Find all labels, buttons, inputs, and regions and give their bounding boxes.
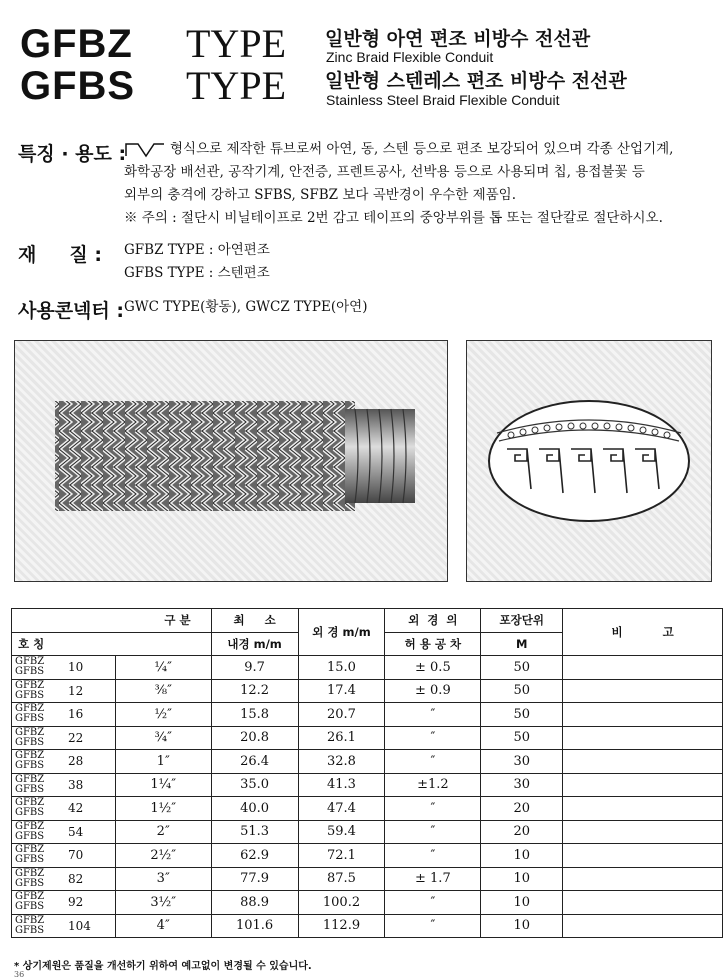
pack-unit-cell: 30 — [481, 750, 563, 774]
code-cell — [12, 820, 116, 844]
remarks-cell — [563, 867, 723, 891]
model-gfbs: GFBS — [15, 901, 45, 913]
table-row — [12, 797, 723, 821]
product-title-en-1: Zinc Braid Flexible Conduit — [326, 49, 494, 65]
remarks-cell — [563, 679, 723, 703]
table-row — [12, 679, 723, 703]
table-header-row-1 — [12, 609, 723, 633]
code-cell — [12, 726, 116, 750]
table-row — [12, 773, 723, 797]
model-gfbz: GFBZ — [15, 820, 45, 832]
features-line-1: 형식으로 제작한 튜브로써 아연, 동, 스텐 등으로 편조 보강되어 있으며 각종 산업기계, — [170, 141, 674, 157]
model-gfbs: GFBS — [15, 689, 45, 701]
model-gfbz: GFBZ — [15, 703, 45, 715]
header-tolerance-2: 허 용 공 차 — [385, 632, 481, 656]
model-gfbs: GFBS — [15, 666, 45, 678]
inner-diameter-cell: 40.0 — [211, 797, 298, 821]
pack-unit-cell: 50 — [481, 656, 563, 680]
material-line-2: GFBS TYPE : 스텐편조 — [124, 265, 270, 281]
footnote: * 상기제원은 품질을 개선하기 위하여 예고없이 변경될 수 있습니다. — [14, 961, 312, 972]
inner-diameter-cell: 26.4 — [211, 750, 298, 774]
size-cell: 1¼″ — [115, 773, 211, 797]
tolerance-cell: ″ — [385, 703, 481, 727]
spec-table — [11, 608, 723, 938]
code-cell — [12, 773, 116, 797]
code-cell — [12, 797, 116, 821]
model-gfbs: GFBS — [15, 783, 45, 795]
remarks-cell — [563, 750, 723, 774]
tolerance-cell: ″ — [385, 820, 481, 844]
tolerance-cell: ″ — [385, 844, 481, 868]
nominal-size-number: 22 — [68, 730, 84, 745]
model-gfbz: GFBZ — [15, 867, 45, 879]
outer-diameter-cell: 59.4 — [298, 820, 385, 844]
outer-diameter-cell: 32.8 — [298, 750, 385, 774]
features-line-2: 화학공장 배선관, 공작기계, 안전증, 프렌트공사, 선박용 등으로 사용되며 칩, 용접불꽃 등 — [124, 164, 645, 180]
type-label-1: TYPE — [186, 21, 286, 66]
table-row — [12, 656, 723, 680]
header-tolerance-1: 외 경 의 — [385, 609, 481, 633]
table-row — [12, 726, 723, 750]
inner-diameter-cell: 20.8 — [211, 726, 298, 750]
profile-shape-icon — [124, 140, 166, 158]
header-min: 최 소 — [211, 609, 298, 633]
code-cell — [12, 750, 116, 774]
model-gfbs: GFBS — [15, 877, 45, 889]
pack-unit-cell: 50 — [481, 726, 563, 750]
type-label-2: TYPE — [186, 63, 286, 108]
outer-diameter-cell: 26.1 — [298, 726, 385, 750]
features-label: 특징 · 용도 : — [18, 143, 127, 165]
nominal-size-number: 38 — [68, 777, 84, 792]
table-row — [12, 820, 723, 844]
page-number: 36 — [14, 970, 25, 979]
table-row — [12, 891, 723, 915]
model-gfbz: GFBZ — [15, 891, 45, 903]
remarks-cell — [563, 797, 723, 821]
remarks-cell — [563, 703, 723, 727]
pack-unit-cell: 50 — [481, 703, 563, 727]
inner-diameter-cell: 9.7 — [211, 656, 298, 680]
nominal-size-number: 10 — [68, 660, 84, 674]
inner-diameter-cell: 15.8 — [211, 703, 298, 727]
outer-diameter-cell: 20.7 — [298, 703, 385, 727]
model-gfbs: GFBS — [15, 807, 45, 819]
inner-diameter-cell: 12.2 — [211, 679, 298, 703]
code-cell — [12, 679, 116, 703]
size-cell: 3″ — [115, 867, 211, 891]
size-cell: 1″ — [115, 750, 211, 774]
header-pack-unit-m: M — [481, 632, 563, 656]
pack-unit-cell: 10 — [481, 844, 563, 868]
model-gfbz: GFBZ — [15, 750, 45, 762]
nominal-size-number: 104 — [68, 918, 91, 933]
material-line-1: GFBZ TYPE : 아연편조 — [124, 242, 270, 258]
code-cell — [12, 867, 116, 891]
model-gfbs: GFBS — [15, 924, 45, 936]
tolerance-cell: ″ — [385, 750, 481, 774]
tolerance-cell: ± 0.5 — [385, 656, 481, 680]
connector-value: GWC TYPE(황동), GWCZ TYPE(아연) — [124, 299, 368, 315]
model-code-gfbz: GFBZ — [20, 22, 133, 66]
table-row — [12, 750, 723, 774]
outer-diameter-cell: 72.1 — [298, 844, 385, 868]
inner-diameter-cell: 62.9 — [211, 844, 298, 868]
nominal-size-number: 82 — [68, 871, 84, 886]
header-gubun: 구 분 — [12, 609, 212, 633]
pack-unit-cell: 10 — [481, 914, 563, 938]
header-hoching: 호 칭 — [12, 632, 212, 656]
inner-diameter-cell: 101.6 — [211, 914, 298, 938]
remarks-cell — [563, 820, 723, 844]
tolerance-cell: ± 1.7 — [385, 867, 481, 891]
pack-unit-cell: 20 — [481, 820, 563, 844]
outer-diameter-cell: 41.3 — [298, 773, 385, 797]
header-inner-diameter: 내경 m/m — [211, 632, 298, 656]
tolerance-cell: ″ — [385, 914, 481, 938]
size-cell: 4″ — [115, 914, 211, 938]
nominal-size-number: 54 — [68, 824, 84, 839]
model-gfbs: GFBS — [15, 760, 45, 772]
tolerance-cell: ±1.2 — [385, 773, 481, 797]
outer-diameter-cell: 47.4 — [298, 797, 385, 821]
model-gfbz: GFBZ — [15, 679, 45, 691]
features-caution: ※ 주의 : 절단시 비닐테이프로 2번 감고 테이프의 중앙부위를 톱 또는 절단칼로 절단하시오. — [124, 210, 663, 226]
nominal-size-number: 12 — [68, 683, 84, 698]
model-code-gfbs: GFBS — [20, 64, 136, 108]
cross-section-diagram — [466, 340, 712, 582]
cross-section-icon — [467, 341, 711, 581]
table-row — [12, 867, 723, 891]
tolerance-cell: ″ — [385, 726, 481, 750]
pack-unit-cell: 10 — [481, 891, 563, 915]
size-cell: ¾″ — [115, 726, 211, 750]
size-cell: 2″ — [115, 820, 211, 844]
model-gfbs: GFBS — [15, 736, 45, 748]
size-cell: 2½″ — [115, 844, 211, 868]
model-gfbs: GFBS — [15, 830, 45, 842]
model-gfbz: GFBZ — [15, 797, 45, 809]
braided-conduit-image — [15, 341, 447, 581]
inner-diameter-cell: 51.3 — [211, 820, 298, 844]
remarks-cell — [563, 726, 723, 750]
pack-unit-cell: 10 — [481, 867, 563, 891]
inner-diameter-cell: 35.0 — [211, 773, 298, 797]
features-line-3: 외부의 충격에 강하고 SFBS, SFBZ 보다 곡반경이 우수한 제품임. — [124, 187, 516, 203]
code-cell — [12, 656, 116, 680]
model-gfbs: GFBS — [15, 854, 45, 866]
tolerance-cell: ″ — [385, 891, 481, 915]
remarks-cell — [563, 914, 723, 938]
header-pack-unit: 포장단위 — [481, 609, 563, 633]
outer-diameter-cell: 87.5 — [298, 867, 385, 891]
outer-diameter-cell: 100.2 — [298, 891, 385, 915]
outer-diameter-cell: 15.0 — [298, 656, 385, 680]
connector-label: 사용콘넥터 : — [18, 300, 124, 322]
header-remarks: 비 고 — [563, 609, 723, 656]
model-gfbz: GFBZ — [15, 914, 45, 926]
code-cell — [12, 703, 116, 727]
remarks-cell — [563, 773, 723, 797]
outer-diameter-cell: 112.9 — [298, 914, 385, 938]
nominal-size-number: 28 — [68, 754, 84, 768]
table-row — [12, 703, 723, 727]
nominal-size-number: 70 — [68, 848, 84, 862]
material-label: 재 질 : — [18, 244, 102, 266]
pack-unit-cell: 20 — [481, 797, 563, 821]
product-photo — [14, 340, 448, 582]
size-cell: ⅜″ — [115, 679, 211, 703]
pack-unit-cell: 50 — [481, 679, 563, 703]
code-cell — [12, 891, 116, 915]
remarks-cell — [563, 891, 723, 915]
model-gfbz: GFBZ — [15, 773, 45, 785]
table-row — [12, 914, 723, 938]
remarks-cell — [563, 844, 723, 868]
code-cell — [12, 914, 116, 938]
model-gfbz: GFBZ — [15, 656, 45, 668]
inner-diameter-cell: 88.9 — [211, 891, 298, 915]
outer-diameter-cell: 17.4 — [298, 679, 385, 703]
nominal-size-number: 16 — [68, 707, 84, 721]
pack-unit-cell: 30 — [481, 773, 563, 797]
tolerance-cell: ± 0.9 — [385, 679, 481, 703]
table-row — [12, 844, 723, 868]
product-title-ko-1: 일반형 아연 편조 비방수 전선관 — [325, 28, 591, 50]
size-cell: 3½″ — [115, 891, 211, 915]
header-outer-diameter: 외 경 m/m — [298, 609, 385, 656]
code-cell — [12, 844, 116, 868]
size-cell: ¼″ — [115, 656, 211, 680]
size-cell: ½″ — [115, 703, 211, 727]
tolerance-cell: ″ — [385, 797, 481, 821]
nominal-size-number: 42 — [68, 801, 84, 815]
model-gfbz: GFBZ — [15, 726, 45, 738]
product-title-en-2: Stainless Steel Braid Flexible Conduit — [326, 92, 560, 108]
model-gfbs: GFBS — [15, 713, 45, 725]
model-gfbz: GFBZ — [15, 844, 45, 856]
nominal-size-number: 92 — [68, 895, 84, 909]
inner-diameter-cell: 77.9 — [211, 867, 298, 891]
product-title-ko-2: 일반형 스텐레스 편조 비방수 전선관 — [325, 70, 627, 92]
remarks-cell — [563, 656, 723, 680]
size-cell: 1½″ — [115, 797, 211, 821]
